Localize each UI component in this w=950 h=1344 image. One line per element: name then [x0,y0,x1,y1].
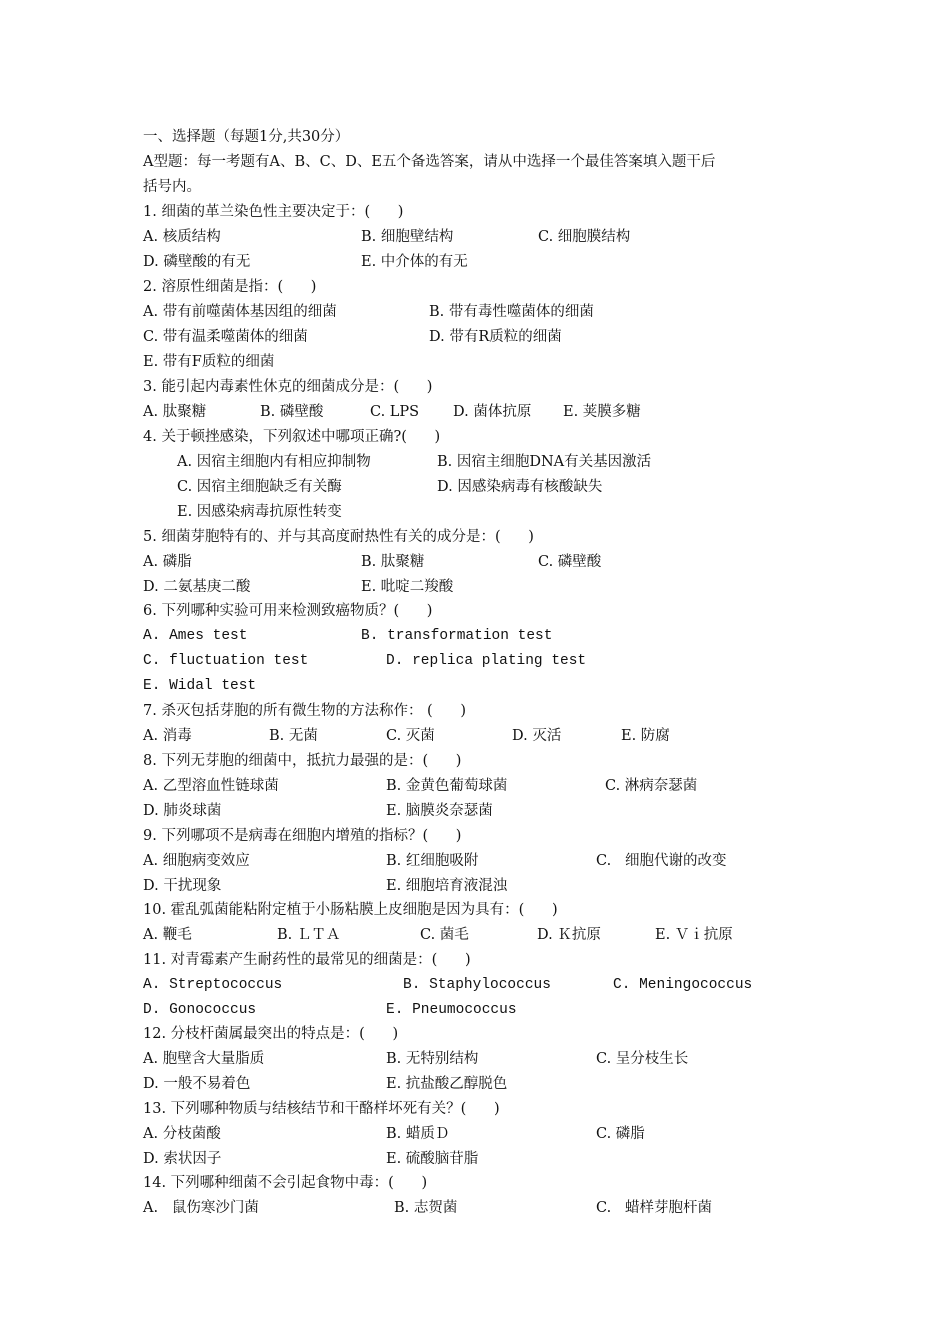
question-2-option-b: B. 带有毒性噬菌体的细菌 [429,304,594,320]
question-7-option-e: E. 防腐 [621,728,670,744]
question-13-option-a: A. 分枝菌酸 [143,1126,221,1142]
question-14-option-b: B. 志贺菌 [394,1200,458,1216]
question-3-option-b: B. 磷壁酸 [260,404,324,420]
question-5-stem: 5. 细菌芽胞特有的、并与其高度耐热性有关的成分是：( ) [143,529,534,545]
question-7-option-a: A. 消毒 [143,728,192,744]
question-5-option-b: B. 肽聚糖 [361,554,425,570]
question-11-option-c: C. Meningococcus [613,977,753,993]
question-1-option-d: D. 磷壁酸的有无 [143,254,251,270]
question-14-option-c: C. 蜡样芽胞杆菌 [596,1200,713,1216]
section-title: 一、选择题（每题1分,共30分） [143,129,350,145]
question-13-stem: 13. 下列哪种物质与结核结节和干酪样坏死有关？( ) [143,1101,500,1117]
question-8-option-b: B. 金黄色葡萄球菌 [386,778,508,794]
question-12-stem: 12. 分枝杆菌属最突出的特点是：( ) [143,1026,399,1042]
question-11-option-a: A. Streptococcus [143,977,283,993]
question-12-option-d: D. 一般不易着色 [143,1076,251,1092]
question-2-option-e: E. 带有F质粒的细菌 [143,354,275,370]
question-10-stem: 10. 霍乱弧菌能粘附定植于小肠粘膜上皮细胞是因为具有：( ) [143,902,558,918]
question-2-option-d: D. 带有R质粒的细菌 [429,329,562,345]
question-2-option-c: C. 带有温柔噬菌体的细菌 [143,329,308,345]
question-9-option-e: E. 细胞培育液混浊 [386,878,508,894]
question-6-option-a: A. Ames test [143,628,248,644]
question-11-option-e: E. Pneumococcus [386,1002,517,1018]
question-8-option-a: A. 乙型溶血性链球菌 [143,778,279,794]
question-10-option-d: D. Ｋ抗原 [537,927,601,943]
question-4-stem: 4. 关于顿挫感染，下列叙述中哪项正确?( ) [143,429,441,445]
question-8-option-d: D. 肺炎球菌 [143,803,222,819]
question-3-option-a: A. 肽聚糖 [143,404,207,420]
question-12-option-a: A. 胞壁含大量脂质 [143,1051,265,1067]
question-11-option-d: D. Gonococcus [143,1002,257,1018]
question-13-option-c: C. 磷脂 [596,1126,645,1142]
question-1-option-e: E. 中介体的有无 [361,254,468,270]
question-1-option-a: A. 核质结构 [143,229,221,245]
question-5-option-a: A. 磷脂 [143,554,192,570]
question-5-option-d: D. 二氨基庚二酸 [143,579,251,595]
question-3-option-c: C. LPS [370,404,420,420]
question-7-stem: 7. 杀灭包括芽胞的所有微生物的方法称作： ( ) [143,703,467,719]
question-7-option-b: B. 无菌 [269,728,318,744]
question-4-option-c: C. 因宿主细胞缺乏有关酶 [177,479,342,495]
question-6-option-b: B. transformation test [361,628,553,644]
question-9-option-a: A. 细胞病变效应 [143,853,250,869]
question-12-option-e: E. 抗盐酸乙醇脱色 [386,1076,508,1092]
question-4-option-b: B. 因宿主细胞DNA有关基因激活 [437,454,652,470]
question-6-stem: 6. 下列哪种实验可用来检测致癌物质？( ) [143,603,433,619]
instruction-line-2: 括号内。 [143,179,201,195]
question-13-option-e: E. 硫酸脑苷脂 [386,1151,479,1167]
question-11-option-b: B. Staphylococcus [403,977,551,993]
question-5-option-c: C. 磷壁酸 [538,554,602,570]
question-13-option-d: D. 索状因子 [143,1151,222,1167]
question-7-option-c: C. 灭菌 [386,728,435,744]
question-2-option-a: A. 带有前噬菌体基因组的细菌 [143,304,337,320]
question-3-stem: 3. 能引起内毒素性休克的细菌成分是：( ) [143,379,433,395]
question-9-option-c: C. 细胞代谢的改变 [596,853,727,869]
question-9-option-b: B. 红细胞吸附 [386,853,479,869]
question-8-stem: 8. 下列无芽胞的细菌中，抵抗力最强的是：( ) [143,753,462,769]
question-3-option-d: D. 菌体抗原 [453,404,532,420]
question-8-option-e: E. 脑膜炎奈瑟菌 [386,803,493,819]
question-10-option-a: A. 鞭毛 [143,927,192,943]
question-12-option-c: C. 呈分枝生长 [596,1051,689,1067]
question-5-option-e: E. 吡啶二羧酸 [361,579,454,595]
question-6-option-d: D. replica plating test [386,653,587,669]
question-1-option-c: C. 细胞膜结构 [538,229,631,245]
question-10-option-b: B. ＬＴＡ [277,927,341,943]
question-2-stem: 2. 溶原性细菌是指：( ) [143,279,317,295]
question-6-option-e: E. Widal test [143,678,257,694]
question-14-option-a: A. 鼠伤寒沙门菌 [143,1200,259,1216]
question-12-option-b: B. 无特别结构 [386,1051,479,1067]
question-7-option-d: D. 灭活 [512,728,562,744]
question-4-option-d: D. 因感染病毒有核酸缺失 [437,479,603,495]
question-1-option-b: B. 细胞壁结构 [361,229,454,245]
instruction-line-1: A型题：每一考题有A、B、C、D、E五个备选答案，请从中选择一个最佳答案填入题干后 [143,154,716,170]
question-13-option-b: B. 蜡质Ｄ [386,1126,450,1142]
question-4-option-a: A. 因宿主细胞内有相应抑制物 [177,454,371,470]
question-10-option-c: C. 菌毛 [420,927,469,943]
question-8-option-c: C. 淋病奈瑟菌 [605,778,698,794]
question-11-stem: 11. 对青霉素产生耐药性的最常见的细菌是：( ) [143,952,471,968]
question-6-option-c: C. fluctuation test [143,653,309,669]
question-1-stem: 1. 细菌的革兰染色性主要决定于：( ) [143,204,404,220]
question-4-option-e: E. 因感染病毒抗原性转变 [177,504,342,520]
question-14-stem: 14. 下列哪种细菌不会引起食物中毒：( ) [143,1175,428,1191]
question-9-option-d: D. 干扰现象 [143,878,222,894]
question-10-option-e: E. Ｖｉ抗原 [655,927,733,943]
question-3-option-e: E. 荚膜多糖 [563,404,641,420]
question-9-stem: 9. 下列哪项不是病毒在细胞内增殖的指标？( ) [143,828,462,844]
